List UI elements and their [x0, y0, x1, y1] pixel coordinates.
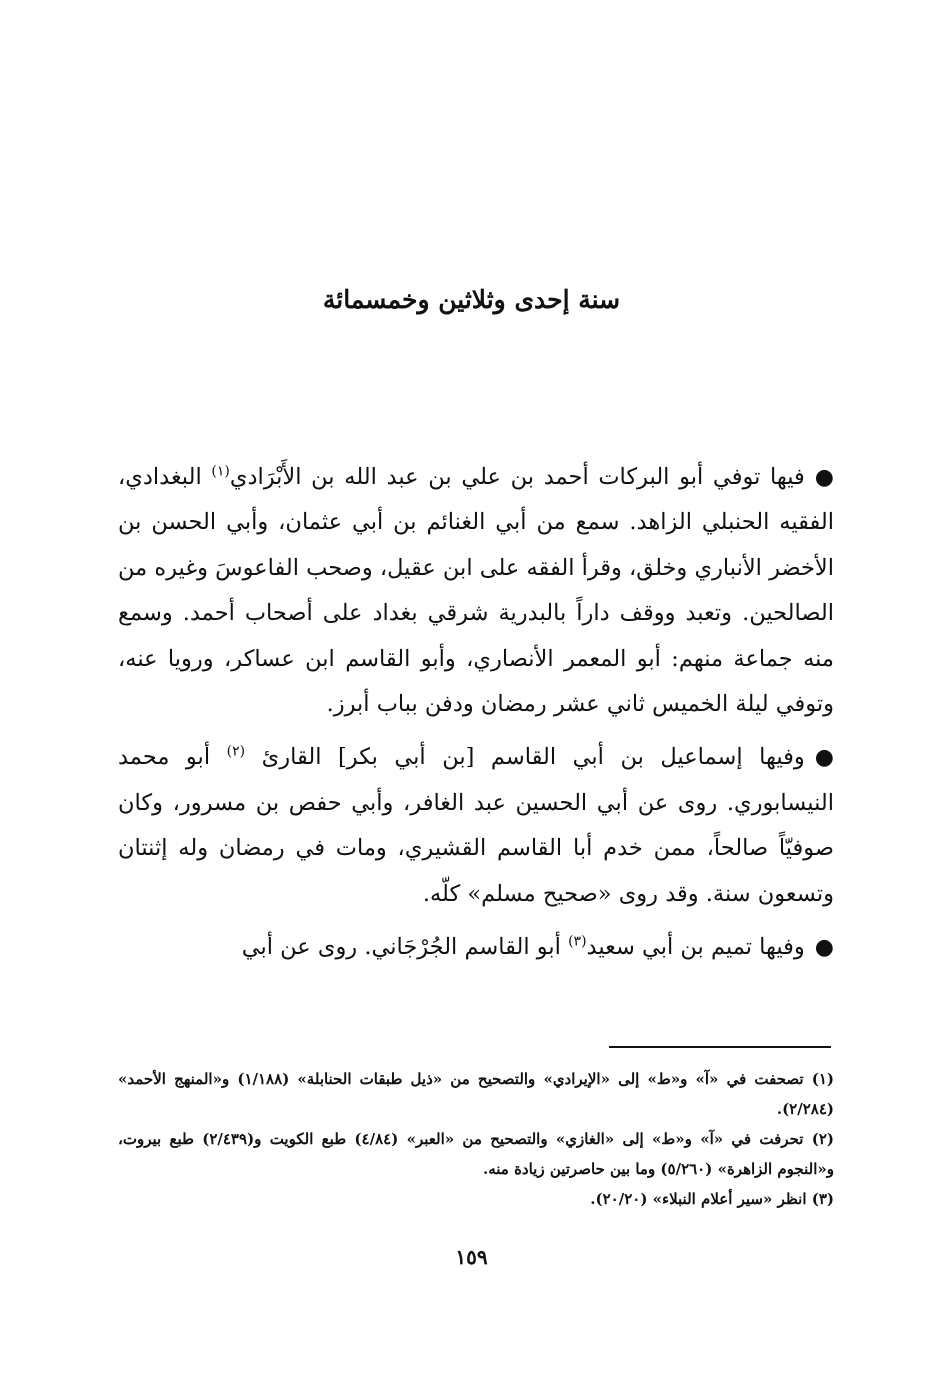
paragraph-3-text-b: أبو القاسم الجُرْجَاني. روى عن أبي: [241, 934, 569, 961]
paragraph-2-text-a: وفيها إسماعيل بن أبي القاسم [بن أبي بكر] القارئ: [245, 744, 805, 771]
paragraph-1-text-a: فيها توفي أبو البركات أحمد بن علي بن عبد الله بن الأَبْرَادي: [229, 464, 805, 490]
footnote-ref-2: (٢): [226, 743, 246, 760]
footnote-ref-3: (٣): [568, 933, 587, 950]
paragraph-3: [118, 925, 834, 970]
footnote-divider: [609, 1046, 831, 1048]
main-text: [118, 455, 834, 978]
paragraph-1: [118, 455, 834, 727]
footnote-ref-1: (١): [211, 463, 230, 480]
page-number: ١٥٩: [455, 1245, 488, 1269]
paragraph-2: [118, 735, 834, 917]
footnotes: [118, 1064, 834, 1214]
footnote-2: (٢) تحرفت في «آ» و«ط» إلى «الغازي» والتصحيح من «العبر» (٤/٨٤) طبع الكويت و(٢/٤٣٩) طبع بيروت، و«النجوم الزاهرة» (٥/٢٦٠) وما بين حاصرتين زيادة منه.: [118, 1130, 834, 1178]
section-heading: سنة إحدى وثلاثين وخمسمائة: [322, 285, 621, 314]
footnote-3: (٣) انظر «سير أعلام النبلاء» (٢٠/٢٠).: [590, 1190, 834, 1208]
paragraph-1-text-b: البغدادي، الفقيه الحنبلي الزاهد. سمع من أبي الغنائم بن أبي عثمان، وأبي الحسن بن الأخضر الأنباري وخلق، وقرأ الفقه على ابن عقيل، وصحب الفاعوسَ وغيره من الصالحين. وتعبد ووقف داراً بالبدرية شرقي بغداد على أصحاب أحمد. وسمع منه جماعة منهم: أبو المعمر الأنصاري، وأبو القاسم ابن عساكر، ورويا عنه، وتوفي ليلة الخميس ثاني عشر رمضان ودفن بباب أبرز.: [118, 464, 834, 718]
footnote-1: (١) تصحفت في «آ» و«ط» إلى «الإيرادي» والتصحيح من «ذيل طبقات الحنابلة» (١/١٨٨) و«المنهج الأحمد» (٢/٢٨٤).: [118, 1070, 834, 1118]
paragraph-3-text-a: وفيها تميم بن أبي سعيد: [586, 934, 805, 961]
bullet-icon: ●: [814, 745, 834, 771]
paragraph-2-text-b: أبو محمد النيسابوري. روى عن أبي الحسين عبد الغافر، وأبي حفص بن مسرور، وكان صوفيّاً صالحاً، ممن خدم أبا القاسم القشيري، ومات في رمضان وله إثنتان وتسعون سنة. وقد روى «صحيح مسلم» كلّه.: [118, 744, 834, 907]
bullet-icon: ●: [814, 465, 834, 490]
bullet-icon: ●: [814, 935, 834, 961]
